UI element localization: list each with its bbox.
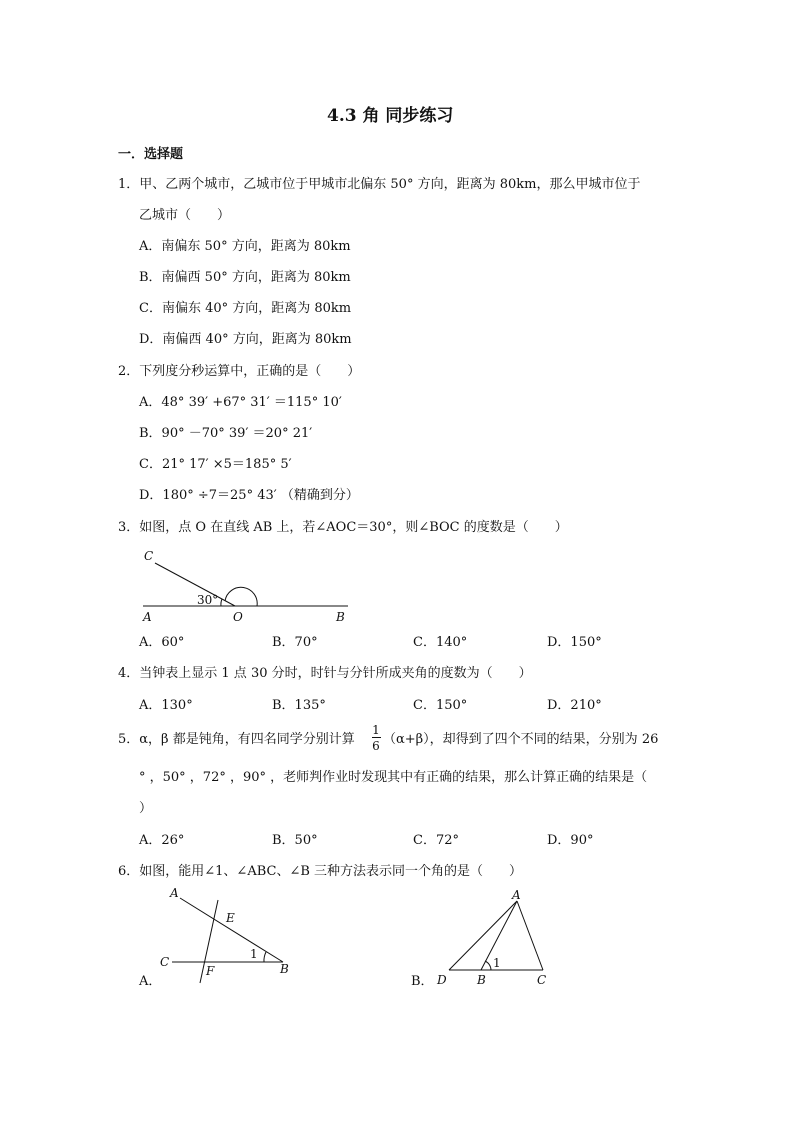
q4-option-c: C．150° <box>413 698 468 713</box>
q3-stem: 3．如图，点 O 在直线 AB 上，若∠AOC＝30°，则∠BOC 的度数是（ ） <box>118 520 568 535</box>
q6b-label-c: C <box>537 973 547 987</box>
section-heading: 一．选择题 <box>118 147 184 162</box>
q2-option-b: B．90° －70° 39′ ＝20° 21′ <box>139 426 313 441</box>
q6a-label-b: B <box>280 962 289 976</box>
q5-fraction-denominator: 6 <box>372 739 380 753</box>
q6a-label-f: F <box>206 964 215 978</box>
q5-option-c: C．72° <box>413 833 459 848</box>
q2-option-d: D．180° ÷7＝25° 43′ （精确到分） <box>139 488 359 503</box>
q1-stem-line2: 乙城市（ ） <box>139 208 231 223</box>
q6-figure-b-label: B． <box>411 974 434 989</box>
q6-figure-a-label: A． <box>139 974 162 989</box>
q3-label-b: B <box>336 610 345 624</box>
q5-stem-before: 5．α，β 都是钝角，有四名同学分别计算 <box>118 732 355 747</box>
q6a-label-a: A <box>170 886 179 900</box>
q5-option-d: D．90° <box>547 833 594 848</box>
q4-stem: 4．当钟表上显示 1 点 30 分时，时针与分针所成夹角的度数为（ ） <box>118 666 532 681</box>
q3-label-a: A <box>143 610 152 624</box>
q5-option-b: B．50° <box>272 833 318 848</box>
q3-option-a: A．60° <box>139 635 185 650</box>
q1-stem-line1: 1．甲、乙两个城市，乙城市位于甲城市北偏东 50° 方向，距离为 80km，那么甲城市位于 <box>118 177 641 192</box>
q3-option-c: C．140° <box>413 635 468 650</box>
q4-option-b: B．135° <box>272 698 326 713</box>
q4-option-a: A．130° <box>139 698 193 713</box>
q5-stem-line2: ° ，50° ，72° ，90° ，老师判作业时发现其中有正确的结果，那么计算正确的结果是（ <box>139 770 648 785</box>
page-title: 4.3 角 同步练习 <box>327 106 454 126</box>
q6a-label-c: C <box>160 955 170 969</box>
q3-label-o: O <box>233 610 243 624</box>
q1-option-c: C．南偏东 40° 方向，距离为 80km <box>139 301 352 316</box>
q1-option-a: A．南偏东 50° 方向，距离为 80km <box>139 239 351 254</box>
q5-stem-after: （α+β），却得到了四个不同的结果，分别为 26 <box>383 732 659 747</box>
q6-stem: 6．如图，能用∠1、∠ABC、∠B 三种方法表示同一个角的是（ ） <box>118 864 523 879</box>
q4-option-d: D．210° <box>547 698 602 713</box>
q3-label-c: C <box>144 549 154 563</box>
q2-stem: 2．下列度分秒运算中，正确的是（ ） <box>118 364 361 379</box>
q2-option-c: C．21° 17′ ×5＝185° 5′ <box>139 457 292 472</box>
q6b-label-b: B <box>477 973 486 987</box>
q5-option-a: A．26° <box>139 833 185 848</box>
q5-fraction-numerator: 1 <box>372 723 380 737</box>
q6b-label-d: D <box>437 973 447 987</box>
q6a-label-e: E <box>226 911 235 925</box>
q3-option-d: D．150° <box>547 635 602 650</box>
q3-angle-label: 30° <box>197 593 219 607</box>
q1-option-b: B．南偏西 50° 方向，距离为 80km <box>139 270 351 285</box>
q2-option-a: A．48° 39′ +67° 31′ ＝115° 10′ <box>139 395 342 410</box>
q3-option-b: B．70° <box>272 635 318 650</box>
q5-stem-line3: ） <box>139 801 153 816</box>
q6b-label-one: 1 <box>493 956 501 970</box>
q6a-label-one: 1 <box>250 947 258 961</box>
q6b-label-a: A <box>512 888 521 902</box>
q1-option-d: D．南偏西 40° 方向，距离为 80km <box>139 332 352 347</box>
